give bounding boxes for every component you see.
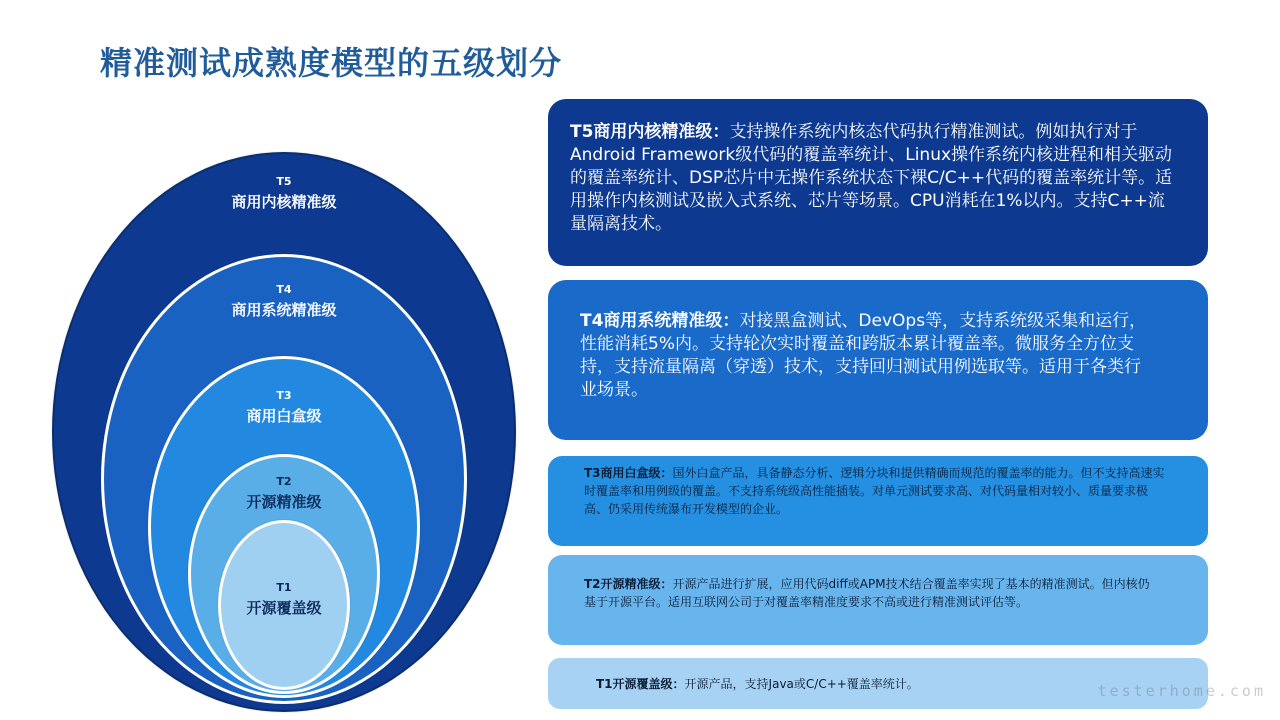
level-code: T3 [276, 389, 292, 402]
level-code: T4 [276, 283, 292, 296]
page-title: 精准测试成熟度模型的五级划分 [100, 44, 563, 82]
description-text [596, 676, 1168, 692]
description-text [584, 464, 1168, 518]
description-heading: T5商用内核精准级： [570, 122, 730, 142]
level-name: 商用白盒级 [246, 407, 322, 425]
description-text [584, 575, 1158, 611]
level-label-t3 [0, 386, 568, 426]
level-label-t1 [0, 578, 568, 618]
description-box-t2 [548, 555, 1208, 645]
description-text [570, 121, 1178, 236]
level-code: T1 [276, 581, 292, 594]
watermark: testerhome.com [1097, 682, 1266, 700]
level-code: T5 [276, 175, 292, 188]
description-heading: T3商用白盒级： [584, 466, 673, 480]
description-body: 开源产品，支持Java或C/C++覆盖率统计。 [684, 677, 919, 691]
description-body: 开源产品进行扩展，应用代码diff或APM技术结合覆盖率实现了基本的精准测试。但内核仍基于开源平台。适用互联网公司于对覆盖率精准度要求不高或进行精准测试评估等。 [584, 577, 1150, 609]
level-label-t2 [0, 472, 568, 512]
description-body: 国外白盒产品，具备静态分析、逻辑分块和提供精确而规范的覆盖率的能力。但不支持高速实时覆盖率和用例级的覆盖。不支持系统级高性能插装。对单元测试要求高、对代码量相对较小、质量要求极高、仍采用传统瀑布开发模型的企业。 [584, 466, 1165, 516]
level-label-t5 [0, 172, 568, 212]
description-heading: T4商用系统精准级： [580, 311, 740, 331]
description-heading: T2开源精准级： [584, 577, 673, 591]
description-body: 支持操作系统内核态代码执行精准测试。例如执行对于Android Framework级代码的覆盖率统计、Linux操作系统内核进程和相关驱动的覆盖率统计、DSP芯片中无操作系统状态下裸C/C++代码的覆盖率统计等。适用操作内核测试及嵌入式系统、芯片等场景。CPU消耗在1%以内。支持C++流量隔离技术。 [570, 122, 1173, 234]
level-name: 商用系统精准级 [231, 301, 337, 319]
level-name: 开源覆盖级 [246, 599, 322, 617]
level-name: 开源精准级 [246, 493, 322, 511]
description-box-t4 [548, 280, 1208, 440]
description-body: 对接黑盒测试、DevOps等，支持系统级采集和运行，性能消耗5%内。支持轮次实时覆盖和跨版本累计覆盖率。微服务全方位支持，支持流量隔离（穿透）技术，支持回归测试用例选取等。适用于各类行业场景。 [580, 311, 1147, 400]
description-heading: T1开源覆盖级： [596, 677, 685, 691]
level-name: 商用内核精准级 [231, 193, 337, 211]
description-box-t3 [548, 456, 1208, 546]
description-box-t5 [548, 99, 1208, 266]
level-code: T2 [276, 475, 292, 488]
description-text [580, 310, 1156, 402]
level-label-t4 [0, 280, 568, 320]
